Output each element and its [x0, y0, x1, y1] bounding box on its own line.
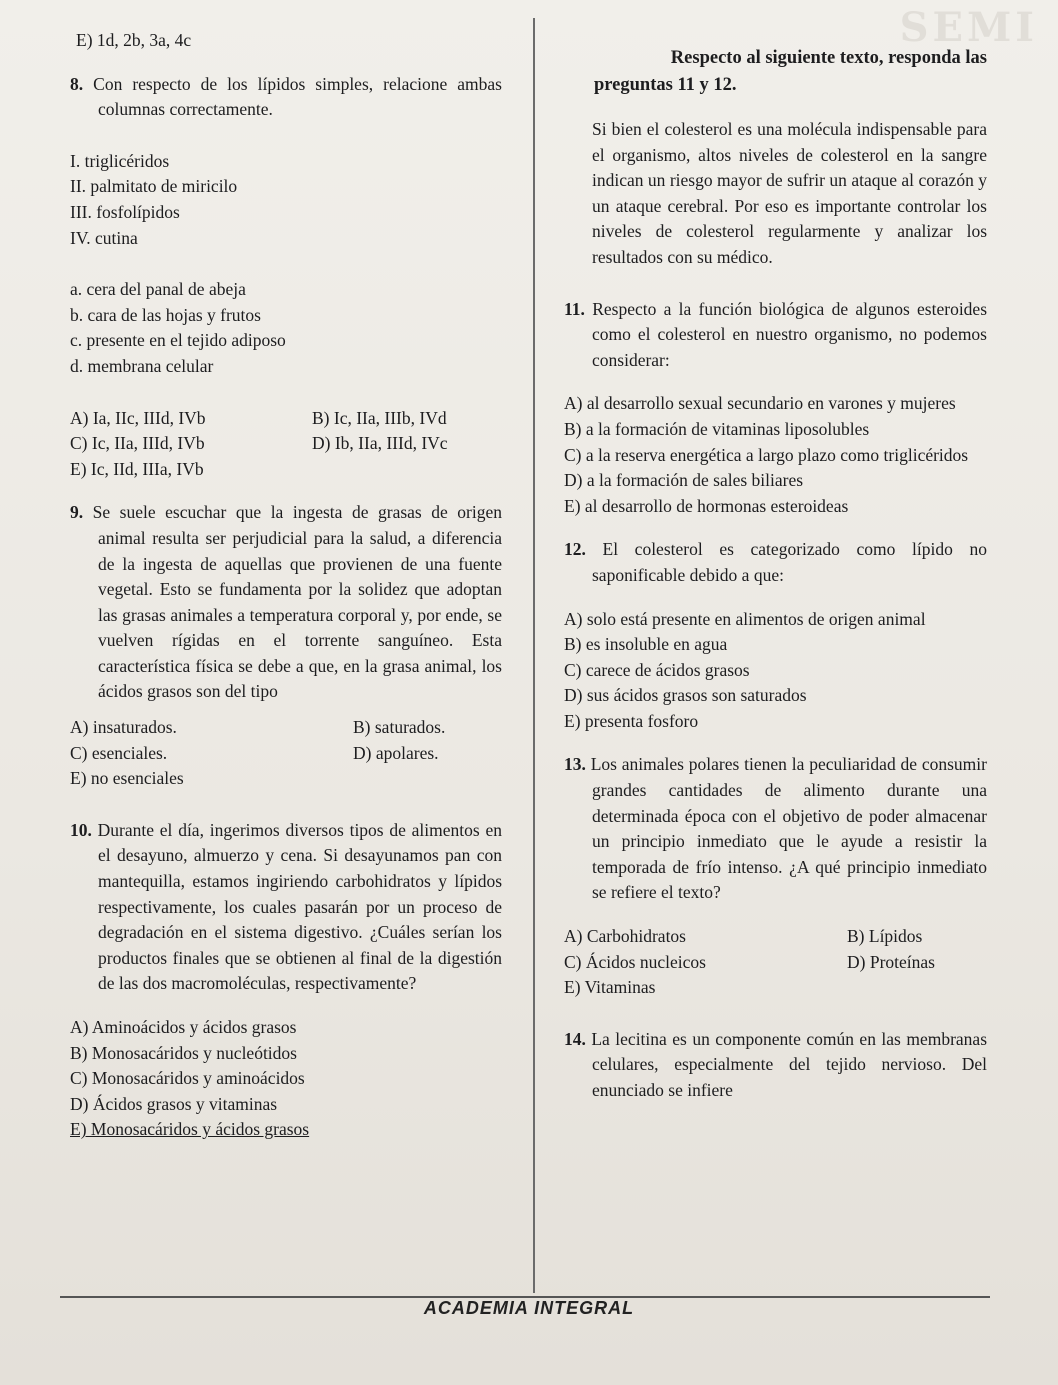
question-10-number: 10.: [70, 819, 92, 840]
question-8-number: 8.: [70, 73, 84, 94]
prev-option: E) 1d, 2b, 3a, 4c: [76, 30, 192, 50]
q8-column-1: [70, 149, 502, 251]
answer-option[interactable]: C) Ácidos nucleicos: [564, 951, 706, 972]
q13-options-row: [564, 924, 987, 950]
answer-option[interactable]: C) Ic, IIa, IIId, IVb: [70, 433, 205, 454]
question-10: [70, 818, 502, 997]
q8-col1-item: III. fosfolípidos: [70, 201, 180, 222]
question-11: [564, 297, 987, 374]
answer-option[interactable]: D) Ácidos grasos y vitaminas: [70, 1093, 278, 1114]
question-12: [564, 537, 987, 588]
section-heading-line: Respecto al siguiente texto, responda las: [670, 48, 987, 68]
answer-option[interactable]: B) es insoluble en agua: [564, 634, 728, 655]
answer-option[interactable]: E) Monosacáridos y ácidos grasos: [70, 1119, 310, 1140]
answer-option[interactable]: A) Aminoácidos y ácidos grasos: [70, 1017, 297, 1037]
answer-option[interactable]: A) al desarrollo sexual secundario en varones y mujeres: [564, 393, 956, 414]
answer-option[interactable]: E) Ic, IId, IIIa, IVb: [70, 458, 204, 479]
watermark-decoration: SEMI: [899, 4, 1038, 51]
answer-option[interactable]: A) Ia, IIc, IIId, IVb: [70, 407, 206, 428]
answer-option[interactable]: A) solo está presente en alimentos de origen animal: [564, 608, 926, 629]
question-11-number: 11.: [564, 298, 585, 319]
q8-options-row: [70, 431, 502, 457]
reading-passage: Si bien el colesterol es una molécula indispensable para el organismo, altos niveles de colesterol en la sangre indican un riesgo mayor de sufrir un ataque al corazón y un ataque cerebral. Por eso es importante controlar los niveles de colesterol regularmente y analizar los resultados con su médico.: [592, 119, 987, 267]
question-12-text: El colesterol es categorizado como lípido no saponificable debido a que:: [592, 539, 987, 585]
q8-col2-item: d. membrana celular: [70, 355, 214, 376]
section-heading: [564, 45, 987, 99]
answer-option[interactable]: D) a la formación de sales biliares: [564, 470, 804, 491]
section-heading-line: preguntas 11 y 12.: [594, 75, 737, 95]
question-13-text: Los animales polares tienen la peculiaridad de consumir grandes cantidades de alimento durante una determinada época con el objetivo de poder almacenar un principio inmediato que le ayude a resistir la temporada de frío intenso. ¿A qué principio inmediato se refiere el texto?: [590, 754, 987, 903]
question-13: [564, 752, 987, 906]
q8-col2-item: b. cara de las hojas y frutos: [70, 304, 261, 325]
question-9-number: 9.: [70, 502, 84, 523]
question-8-text: Con respecto de los lípidos simples, relacione ambas columnas correctamente.: [93, 73, 502, 120]
question-9-text: Se suele escuchar que la ingesta de grasas de origen animal resulta ser perjudicial para la salud, a diferencia de la ingesta de aquellas que provienen de una fuente vegetal. Esto se fundamenta por la solidez que adoptan las grasas animales a temperatura corporal y, por ende, se vuelven rígidas en el torrente sanguíneo. Esta característica física se debe a que, en la grasa animal, los ácidos grasos son del tipo: [92, 502, 503, 702]
q8-col2-item: c. presente en el tejido adiposo: [70, 330, 286, 351]
footer-academy-name: ACADEMIA INTEGRAL: [423, 1298, 635, 1318]
question-12-number: 12.: [564, 539, 586, 560]
answer-option[interactable]: D) apolares.: [353, 742, 439, 763]
question-9: [70, 500, 502, 705]
right-column: [564, 45, 987, 1104]
answer-option[interactable]: C) a la reserva energética a largo plazo como triglicéridos: [564, 444, 969, 465]
answer-option[interactable]: E) no esenciales: [70, 768, 184, 789]
q9-options-row: [70, 741, 502, 767]
answer-option[interactable]: D) Ib, IIa, IIId, IVc: [312, 433, 448, 454]
q8-column-2: [70, 277, 502, 379]
answer-option[interactable]: C) carece de ácidos grasos: [564, 659, 750, 680]
answer-option[interactable]: E) Vitaminas: [564, 977, 656, 998]
answer-option[interactable]: B) a la formación de vitaminas liposolubles: [564, 418, 870, 439]
question-14-text: La lecitina es un componente común en las membranas celulares, especialmente del tejido nervioso. Del enunciado se infiere: [591, 1028, 988, 1100]
answer-option[interactable]: B) saturados.: [353, 717, 446, 738]
answer-option[interactable]: E) al desarrollo de hormonas esteroideas: [564, 495, 849, 516]
answer-option[interactable]: C) Monosacáridos y aminoácidos: [70, 1068, 305, 1089]
q8-col2-item: a. cera del panal de abeja: [70, 279, 246, 300]
answer-option[interactable]: C) esenciales.: [70, 742, 168, 763]
q8-col1-item: II. palmitato de miricilo: [70, 176, 238, 197]
answer-option[interactable]: B) Ic, IIa, IIIb, IVd: [312, 407, 447, 428]
question-14-number: 14.: [564, 1028, 586, 1049]
answer-option[interactable]: D) Proteínas: [847, 951, 935, 972]
q8-col1-item: I. triglicéridos: [70, 150, 170, 171]
question-10-text: Durante el día, ingerimos diversos tipos de alimentos en el desayuno, almuerzo y cena. Si desayunamos pan con mantequilla, estamos ingiriendo carbohidratos y lípidos respectivamente, los cuales pasarán por un proceso de degradación en el sistema digestivo. ¿Cuáles serían los productos finales que se obtienen al final de la digestión de las dos macromoléculas, respectivamente?: [97, 819, 503, 994]
left-column: [70, 28, 502, 1143]
answer-option[interactable]: D) sus ácidos grasos son saturados: [564, 685, 807, 706]
column-divider: [533, 18, 535, 1293]
question-13-number: 13.: [564, 754, 586, 775]
q8-col1-item: IV. cutina: [70, 227, 138, 248]
q13-options-row: [564, 950, 987, 976]
answer-option[interactable]: E) presenta fosforo: [564, 710, 699, 731]
answer-option[interactable]: B) Lípidos: [847, 926, 923, 947]
question-14: [564, 1027, 987, 1104]
question-8: [70, 72, 502, 123]
q9-options-row: [70, 715, 502, 741]
answer-option[interactable]: A) Carbohidratos: [564, 926, 686, 947]
answer-option[interactable]: A) insaturados.: [70, 717, 177, 738]
question-11-text: Respecto a la función biológica de algunos esteroides como el colesterol en nuestro organismo, no podemos considerar:: [592, 298, 988, 370]
answer-option[interactable]: B) Monosacáridos y nucleótidos: [70, 1042, 297, 1063]
q8-options-row: [70, 406, 502, 432]
